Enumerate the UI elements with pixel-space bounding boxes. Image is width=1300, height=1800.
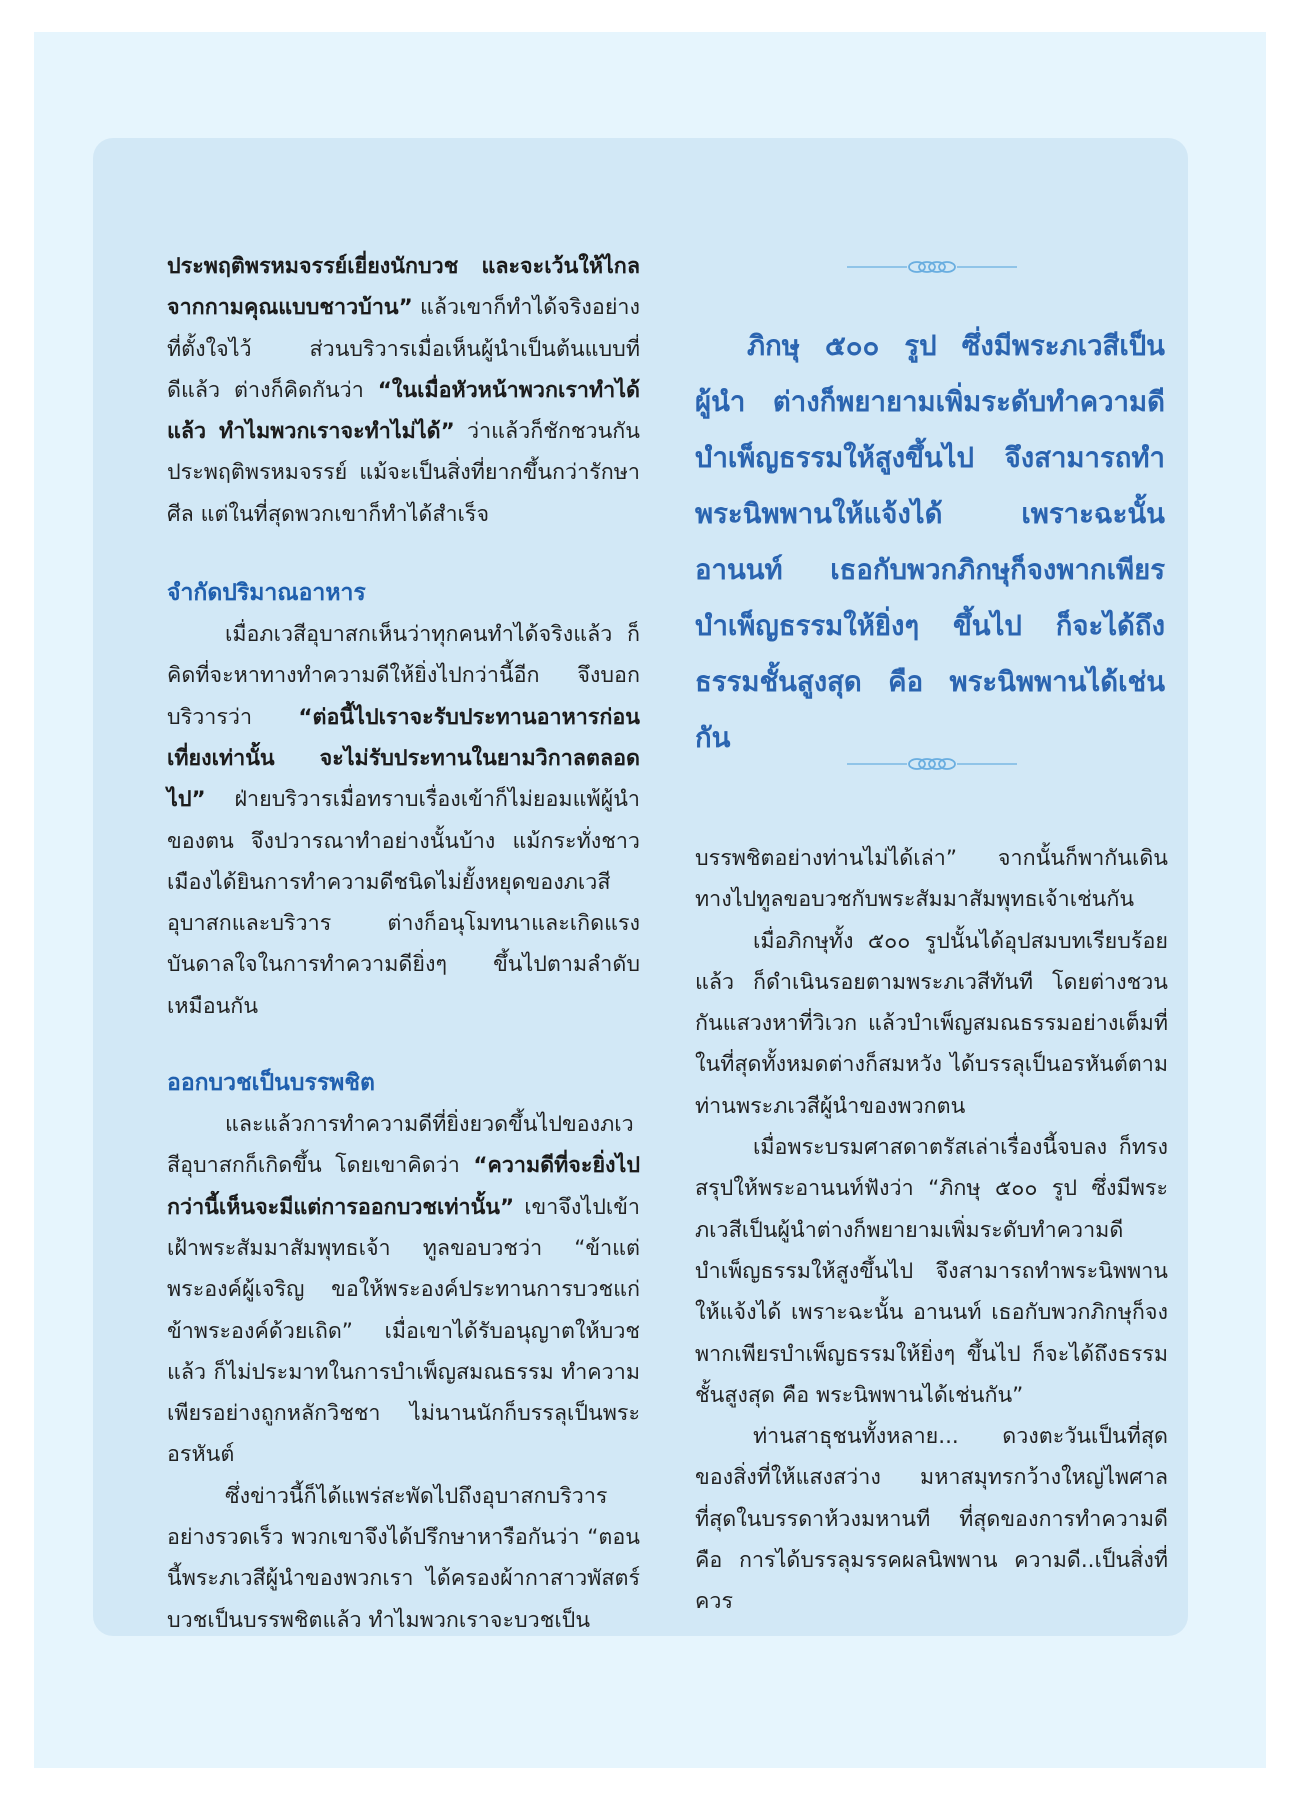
body-text: ฝ่ายบริวารเมื่อทราบเรื่องเข้าก็ไม่ยอมแพ้ผู้นำของตน จึงปวารณาทำอย่างนั้นบ้าง แม้กระทั่งชาวเมืองได้ยินการทำความดีชนิดไม่ยั้งหยุดของภเวสีอุบาสกและบริวาร ต่างก็อนุโมทนาและเกิดแรงบันดาลใจในการทำความดียิ่งๆ ขึ้นไปตามลำดับเหมือนกัน — [167, 787, 640, 1019]
body-text: เขาจึงไปเข้าเฝ้าพระสัมมาสัมพุทธเจ้า ทูลขอบวชว่า “ข้าแต่พระองค์ผู้เจริญ ขอให้พระองค์ประทานการบวชแก่ข้าพระองค์ด้วยเถิด” เมื่อเขาได้รับอนุญาตให้บวชแล้ว ก็ไม่ประมาทในการบำเพ็ญสมณธรรม ทำความเพียรอย่างถูกหลักวิชชา ไม่นานนักก็บรรลุเป็นพระอรหันต์ — [167, 1194, 640, 1468]
flourish-ornament-icon — [847, 752, 1017, 776]
right-column — [695, 838, 1168, 1623]
flourish-ornament-icon — [847, 255, 1017, 279]
bold-text: “ความดีที่จะยิ่งไปกว่านี้เห็นจะมีแต่การออกบวชเท่านั้น” — [167, 1153, 640, 1220]
bold-text: “ต่อนี้ไปเราจะรับประทานอาหารก่อนเที่ยงเท่านั้น จะไม่รับประทานในยามวิกาลตลอดไป” — [167, 704, 640, 813]
left-column — [167, 246, 640, 1641]
body-text: และแล้วการทำความดีที่ยิ่งยวดขึ้นไปของภเวสีอุบาสกก็เกิดขึ้น โดยเขาคิดว่า — [167, 1112, 634, 1179]
body-text: แล้วเขาก็ทำได้จริงอย่างที่ตั้งใจไว้ ส่วนบริวารเมื่อเห็นผู้นำเป็นต้นแบบที่ดีแล้ว ต่างก็คิดกันว่า — [167, 295, 640, 403]
body-text: ว่าแล้วก็ชักชวนกันประพฤติพรหมจรรย์ แม้จะเป็นสิ่งที่ยากขึ้นกว่ารักษาศีล แต่ในที่สุดพวกเขาก็ทำได้สำเร็จ — [167, 419, 640, 527]
paragraph: เมื่อภิกษุทั้ง ๕๐๐ รูปนั้นได้อุปสมบทเรียบร้อยแล้ว ก็ดำเนินรอยตามพระภเวสีทันที โดยต่างชวนกันแสวงหาที่วิเวก แล้วบำเพ็ญสมณธรรมอย่างเต็มที่ ในที่สุดทั้งหมดต่างก็สมหวัง ได้บรรลุเป็นอรหันต์ตามท่านพระภเวสีผู้นำของพวกตน — [695, 928, 1168, 1119]
paragraph — [167, 246, 640, 535]
paragraph: ซึ่งข่าวนี้ก็ได้แพร่สะพัดไปถึงอุบาสกบริวารอย่างรวดเร็ว พวกเขาจึงได้ปรึกษาหารือกันว่า “ตอนนี้พระภเวสีผู้นำของพวกเรา ได้ครองผ้ากาสาวพัสตร์บวชเป็นบรรพชิตแล้ว ทำไมพวกเราจะบวชเป็น — [167, 1483, 640, 1633]
bold-text: “ในเมื่อหัวหน้าพวกเราทำได้แล้ว ทำไมพวกเราจะทำไม่ได้” — [167, 377, 640, 445]
paragraph — [167, 614, 640, 1027]
paragraph: บรรพชิตอย่างท่านไม่ได้เล่า” จากนั้นก็พากันเดินทางไปทูลขอบวชกับพระสัมมาสัมพุทธเจ้าเช่นกัน — [695, 846, 1168, 913]
bold-text: ประพฤติพรหมจรรย์เยี่ยงนักบวช และจะเว้นให้ไกลจากกามคุณแบบชาวบ้าน” — [167, 254, 640, 321]
pull-quote-text: ภิกษุ ๕๐๐ รูป ซึ่งมีพระภเวสีเป็นผู้นำ ต่างก็พยายามเพิ่มระดับทำความดี บำเพ็ญธรรมให้สูงขึ้นไป จึงสามารถทำพระนิพพานให้แจ้งได้ เพราะฉะนั้น อานนท์ เธอกับพวกภิกษุก็จงพากเพียร บำเพ็ญธรรมให้ยิ่งๆ ขึ้นไป ก็จะได้ถึงธรรมชั้นสูงสุด คือ พระนิพพานได้เช่นกัน — [695, 330, 1165, 754]
section-heading: ออกบวชเป็นบรรพชิต — [167, 1070, 375, 1097]
paragraph: เมื่อพระบรมศาสดาตรัสเล่าเรื่องนี้จบลง ก็ทรงสรุปให้พระอานนท์ฟังว่า “ภิกษุ ๕๐๐ รูป ซึ่งมีพระภเวสีเป็นผู้นำต่างก็พยายามเพิ่มระดับทำความดี บำเพ็ญธรรมให้สูงขึ้นไป จึงสามารถทำพระนิพพานให้แจ้งได้ เพราะฉะนั้น อานนท์ เธอกับพวกภิกษุก็จงพากเพียรบำเพ็ญธรรมให้ยิ่งๆ ขึ้นไป ก็จะได้ถึงธรรมชั้นสูงสุด คือ พระนิพพานได้เช่นกัน” — [695, 1135, 1168, 1408]
paragraph: ท่านสาธุชนทั้งหลาย... ดวงตะวันเป็นที่สุดของสิ่งที่ให้แสงสว่าง มหาสมุทรกว้างใหญ่ไพศาลที่สุดในบรรดาห้วงมหานที ที่สุดของการทำความดี คือ การได้บรรลุมรรคผลนิพพาน ความดี..เป็นสิ่งที่ควร — [695, 1424, 1168, 1615]
paragraph — [167, 1104, 640, 1476]
pull-quote — [695, 318, 1165, 766]
section-heading: จำกัดปริมาณอาหาร — [167, 580, 366, 607]
body-text: เมื่อภเวสีอุบาสกเห็นว่าทุกคนทำได้จริงแล้ว ก็คิดที่จะหาทางทำความดีให้ยิ่งไปกว่านี้อีก จึงบอกบริวารว่า — [167, 622, 640, 730]
